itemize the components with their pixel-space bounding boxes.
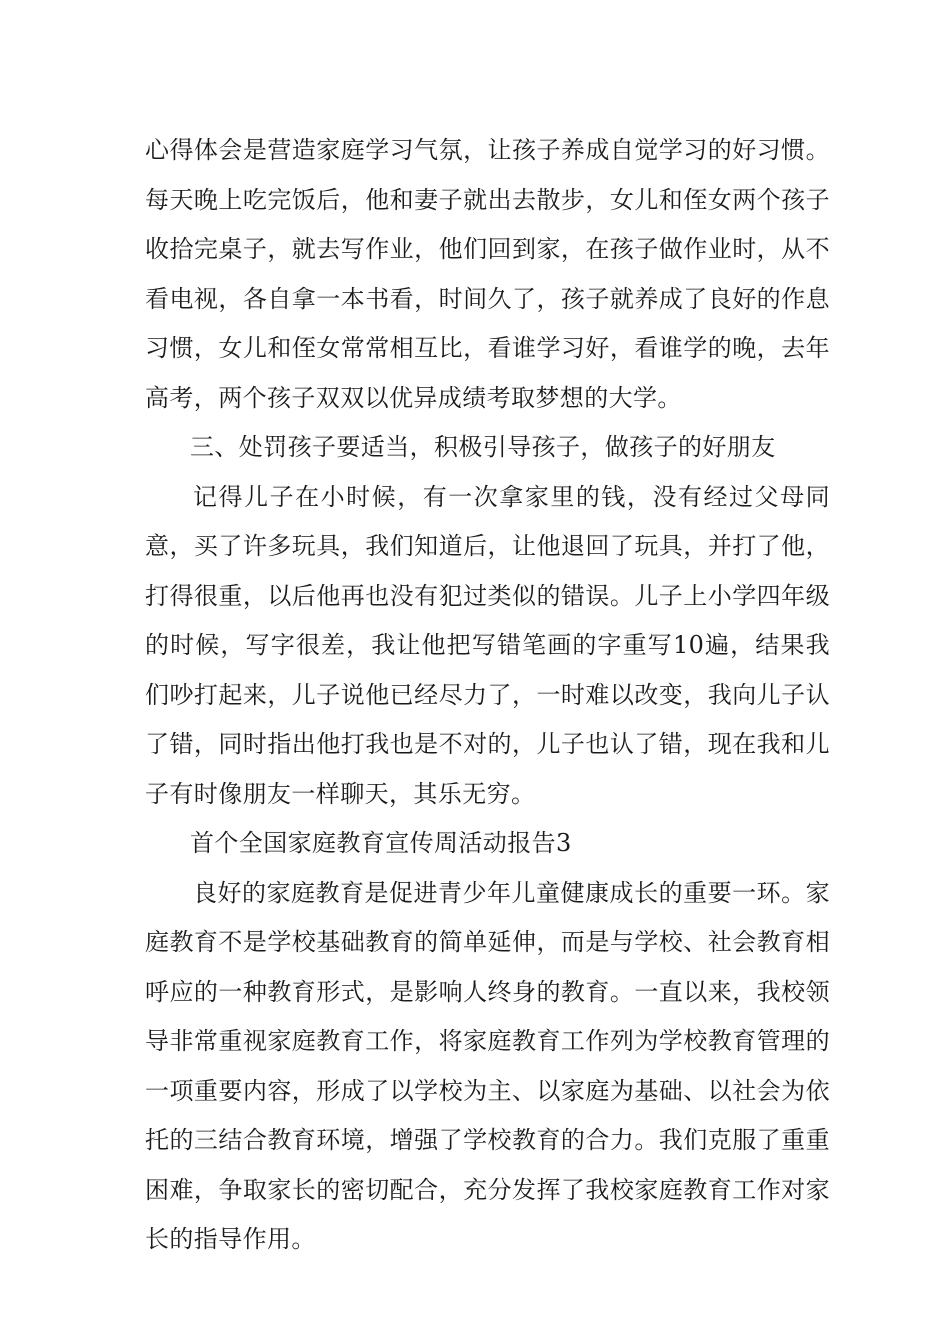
body-paragraph: 记得儿子在小时候，有一次拿家里的钱，没有经过父母同意，买了许多玩具，我们知道后，让他退回了玩具，并打了他，打得很重，以后他再也没有犯过类似的错误。儿子上小学四年级的时候，写字很差，我让他把写错笔画的字重写10遍，结果我们吵打起来，儿子说他已经尽力了，一时难以改变，我向儿子认了错，同时指出他打我也是不对的，儿子也认了错，现在我和儿子有时像朋友一样聊天，其乐无穷。 xyxy=(145,482,830,808)
section-heading: 三、处罚孩子要适当，积极引导孩子，做孩子的好朋友 xyxy=(190,433,776,461)
body-paragraph: 心得体会是营造家庭学习气氛，让孩子养成自觉学习的好习惯。每天晚上吃完饭后，他和妻子就出去散步，女儿和侄女两个孩子收拾完桌子，就去写作业，他们回到家，在孩子做作业时，从不看电视，各自拿一本书看，时间久了，孩子就养成了良好的作息习惯，女儿和侄女常常相互比，看谁学习好，看谁学的晚，去年高考，两个孩子双双以优异成绩考取梦想的大学。 xyxy=(145,136,830,412)
report-heading: 首个全国家庭教育宣传周活动报告3 xyxy=(190,829,572,857)
document-body xyxy=(145,126,830,1265)
body-paragraph: 良好的家庭教育是促进青少年儿童健康成长的重要一环。家庭教育不是学校基础教育的简单延伸，而是与学校、社会教育相呼应的一种教育形式，是影响人终身的教育。一直以来，我校领导非常重视家庭教育工作，将家庭教育工作列为学校教育管理的一项重要内容，形成了以学校为主、以家庭为基础、以社会为依托的三结合教育环境，增强了学校教育的合力。我们克服了重重困难，争取家长的密切配合，充分发挥了我校家庭教育工作对家长的指导作用。 xyxy=(145,878,830,1253)
